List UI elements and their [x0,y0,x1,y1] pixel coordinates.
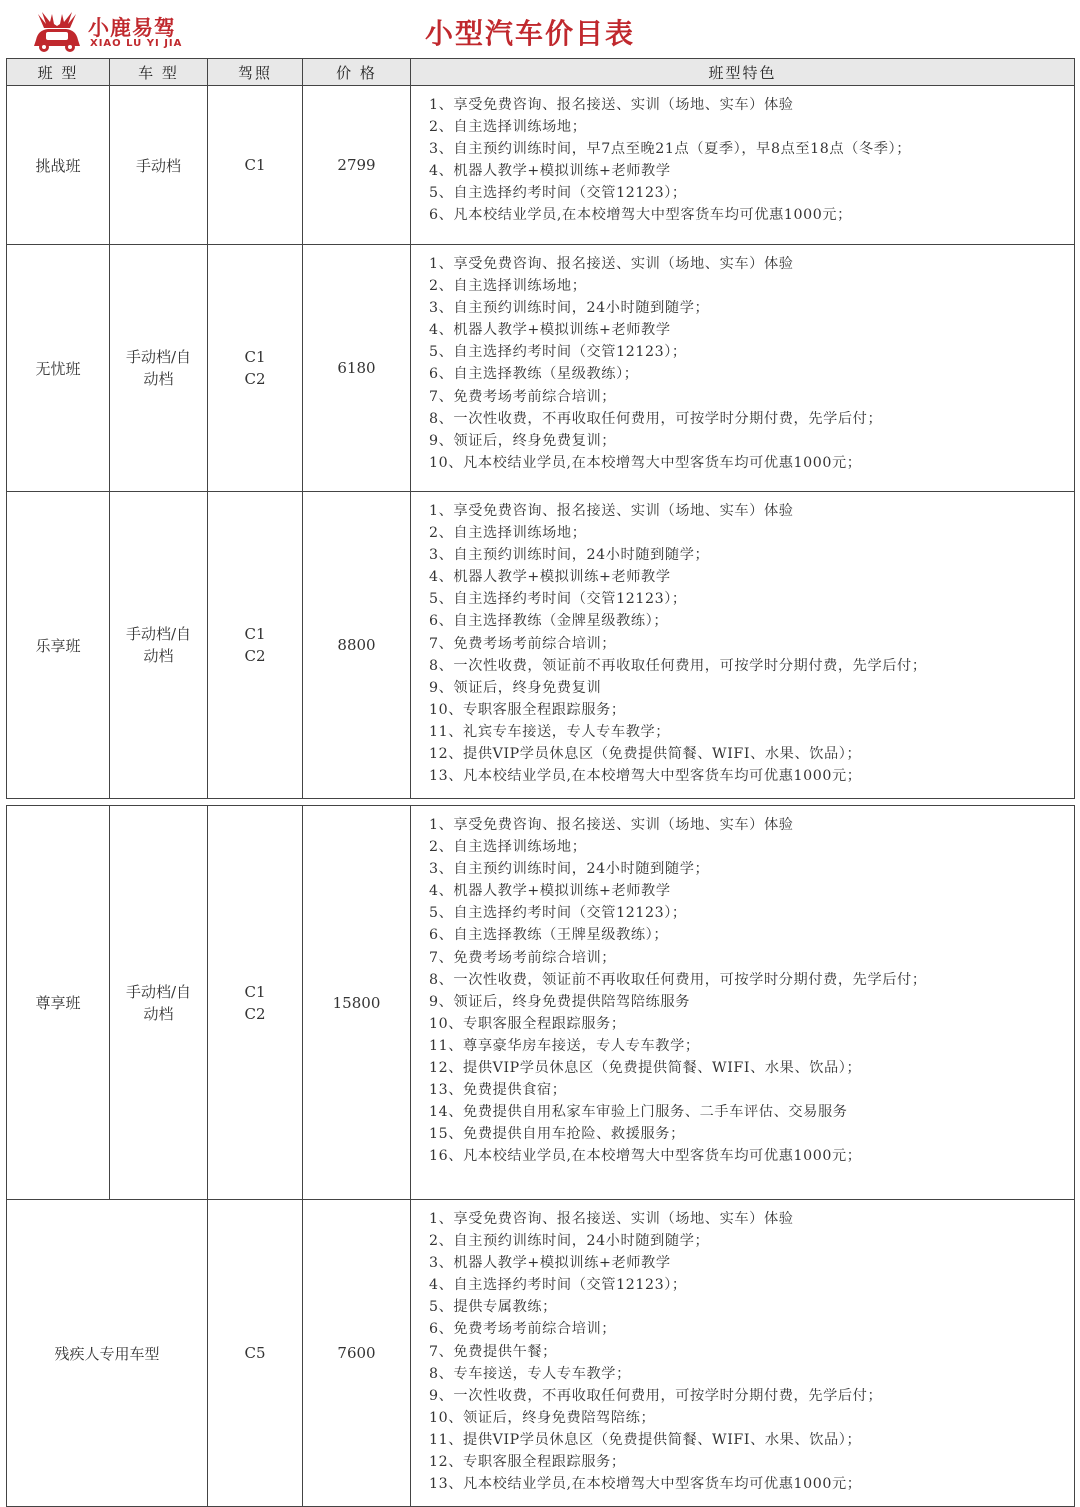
price: 15800 [303,806,411,1200]
feature-item: 2、自主选择训练场地； [429,525,587,542]
feature-list [411,492,1075,799]
license-type: C5 [208,1200,303,1507]
feature-item: 8、一次性收费，领证前不再收取任何费用，可按学时分期付费，先学后付； [429,971,927,988]
car-type: 手动档/自 动档 [110,245,208,492]
car-type: 手动档/自 动档 [110,806,208,1200]
column-header-features: 班型特色 [411,59,1075,86]
feature-list [411,245,1075,492]
feature-item: 1、享受免费咨询、报名接送、实训（场地、实车）体验 [429,256,794,272]
feature-item: 1、享受免费咨询、报名接送、实训（场地、实车）体验 [429,1211,794,1227]
feature-item: 9、领证后，终身免费复训； [429,432,617,449]
feature-item: 5、自主选择约考时间（交管12123）； [429,905,687,922]
feature-item: 11、提供VIP学员休息区（免费提供简餐、WIFI、水果、饮品）； [429,1431,862,1448]
license-type: C1 C2 [208,806,303,1200]
feature-list [411,1200,1075,1507]
feature-item: 13、免费提供食宿； [429,1082,567,1099]
feature-item: 1、享受免费咨询、报名接送、实训（场地、实车）体验 [429,817,794,833]
feature-item: 3、自主预约训练时间，24小时随到随学； [429,300,710,317]
price: 7600 [303,1200,411,1507]
feature-item: 8、一次性收费，领证前不再收取任何费用，可按学时分期付费，先学后付； [429,657,927,674]
feature-item: 3、自主预约训练时间，24小时随到随学； [429,547,710,564]
table-header-row [7,59,1075,86]
feature-item: 11、礼宾专车接送，专人专车教学； [429,723,671,740]
feature-item: 10、专职客服全程跟踪服务； [429,701,626,718]
feature-item: 10、领证后，终身免费陪驾陪练； [429,1409,656,1426]
feature-item: 9、领证后，终身免费提供陪驾陪练服务 [429,993,691,1010]
deer-car-logo-icon [30,8,84,54]
column-header-class: 班 型 [7,59,110,86]
column-header-car-type: 车 型 [110,59,208,86]
feature-list [411,86,1075,245]
table-row [7,806,1075,1200]
table-row [7,1200,1075,1507]
class-name: 乐享班 [7,492,110,799]
feature-item: 7、免费考场考前综合培训； [429,388,617,405]
feature-item: 8、一次性收费，不再收取任何费用，可按学时分期付费，先学后付； [429,410,883,427]
feature-list [411,806,1075,1200]
feature-item: 9、领证后，终身免费复训 [429,679,602,696]
feature-item: 16、凡本校结业学员,在本校增驾大中型客货车均可优惠1000元； [429,1148,862,1165]
feature-item: 14、免费提供自用私家车审验上门服务、二手车评估、交易服务 [429,1104,848,1121]
price: 6180 [303,245,411,492]
feature-item: 4、机器人教学+模拟训练+老师教学 [429,883,671,900]
feature-item: 7、免费提供午餐； [429,1343,557,1360]
feature-item: 13、凡本校结业学员,在本校增驾大中型客货车均可优惠1000元； [429,1476,862,1493]
feature-item: 6、自主选择教练（王牌星级教练）； [429,927,669,944]
feature-item: 12、提供VIP学员休息区（免费提供简餐、WIFI、水果、饮品）； [429,746,862,763]
feature-item: 6、自主选择教练（星级教练）； [429,366,639,383]
feature-item: 4、机器人教学+模拟训练+老师教学 [429,163,671,180]
feature-item: 6、免费考场考前综合培训； [429,1321,617,1338]
class-name: 无忧班 [7,245,110,492]
license-type: C1 [208,86,303,245]
feature-item: 2、自主选择训练场地； [429,839,587,856]
brand-logo [30,8,200,54]
price-table [6,58,1075,1507]
feature-item: 5、自主选择约考时间（交管12123）； [429,591,687,608]
feature-item: 12、提供VIP学员休息区（免费提供简餐、WIFI、水果、饮品）； [429,1060,862,1077]
feature-item: 13、凡本校结业学员,在本校增驾大中型客货车均可优惠1000元； [429,768,862,785]
class-name: 尊享班 [7,806,110,1200]
feature-item: 2、自主选择训练场地； [429,119,587,136]
feature-item: 9、一次性收费，不再收取任何费用，可按学时分期付费，先学后付； [429,1387,883,1404]
feature-item: 2、自主预约训练时间，24小时随到随学； [429,1233,710,1250]
feature-item: 11、尊享豪华房车接送，专人专车教学； [429,1037,700,1054]
feature-item: 5、提供专属教练； [429,1299,557,1316]
page-title: 小型汽车价目表 [424,17,635,50]
price: 2799 [303,86,411,245]
license-type: C1 C2 [208,245,303,492]
feature-item: 3、机器人教学+模拟训练+老师教学 [429,1255,671,1272]
brand-name-en: XIAO LU YI JIA [90,38,183,49]
table-row [7,245,1075,492]
feature-item: 1、享受免费咨询、报名接送、实训（场地、实车）体验 [429,97,794,113]
feature-item: 3、自主预约训练时间，24小时随到随学； [429,861,710,878]
class-name: 挑战班 [7,86,110,245]
feature-item: 12、专职客服全程跟踪服务； [429,1454,626,1471]
feature-item: 8、专车接送，专人专车教学； [429,1365,631,1382]
feature-item: 5、自主选择约考时间（交管12123）； [429,185,687,202]
feature-item: 7、免费考场考前综合培训； [429,949,617,966]
feature-item: 5、自主选择约考时间（交管12123）； [429,344,687,361]
price: 8800 [303,492,411,799]
table-row [7,492,1075,799]
feature-item: 4、自主选择约考时间（交管12123）； [429,1277,687,1294]
column-header-license: 驾照 [208,59,303,86]
row-divider [7,799,1075,806]
feature-item: 15、免费提供自用车抢险、救援服务； [429,1126,685,1143]
brand-name-cn: 小鹿易驾 [88,16,176,40]
feature-item: 6、自主选择教练（金牌星级教练）； [429,613,669,630]
car-type: 手动档 [110,86,208,245]
page-header [0,0,1080,58]
license-type: C1 C2 [208,492,303,799]
column-header-price: 价 格 [303,59,411,86]
class-name: 残疾人专用车型 [7,1200,208,1507]
feature-item: 6、凡本校结业学员,在本校增驾大中型客货车均可优惠1000元； [429,207,852,224]
feature-item: 2、自主选择训练场地； [429,278,587,295]
feature-item: 3、自主预约训练时间，早7点至晚21点（夏季），早8点至18点（冬季）； [429,141,912,158]
feature-item: 4、机器人教学+模拟训练+老师教学 [429,322,671,339]
feature-item: 10、凡本校结业学员,在本校增驾大中型客货车均可优惠1000元； [429,454,862,471]
table-row [7,86,1075,245]
car-type: 手动档/自 动档 [110,492,208,799]
feature-item: 7、免费考场考前综合培训； [429,635,617,652]
feature-item: 10、专职客服全程跟踪服务； [429,1015,626,1032]
feature-item: 1、享受免费咨询、报名接送、实训（场地、实车）体验 [429,503,794,519]
feature-item: 4、机器人教学+模拟训练+老师教学 [429,569,671,586]
